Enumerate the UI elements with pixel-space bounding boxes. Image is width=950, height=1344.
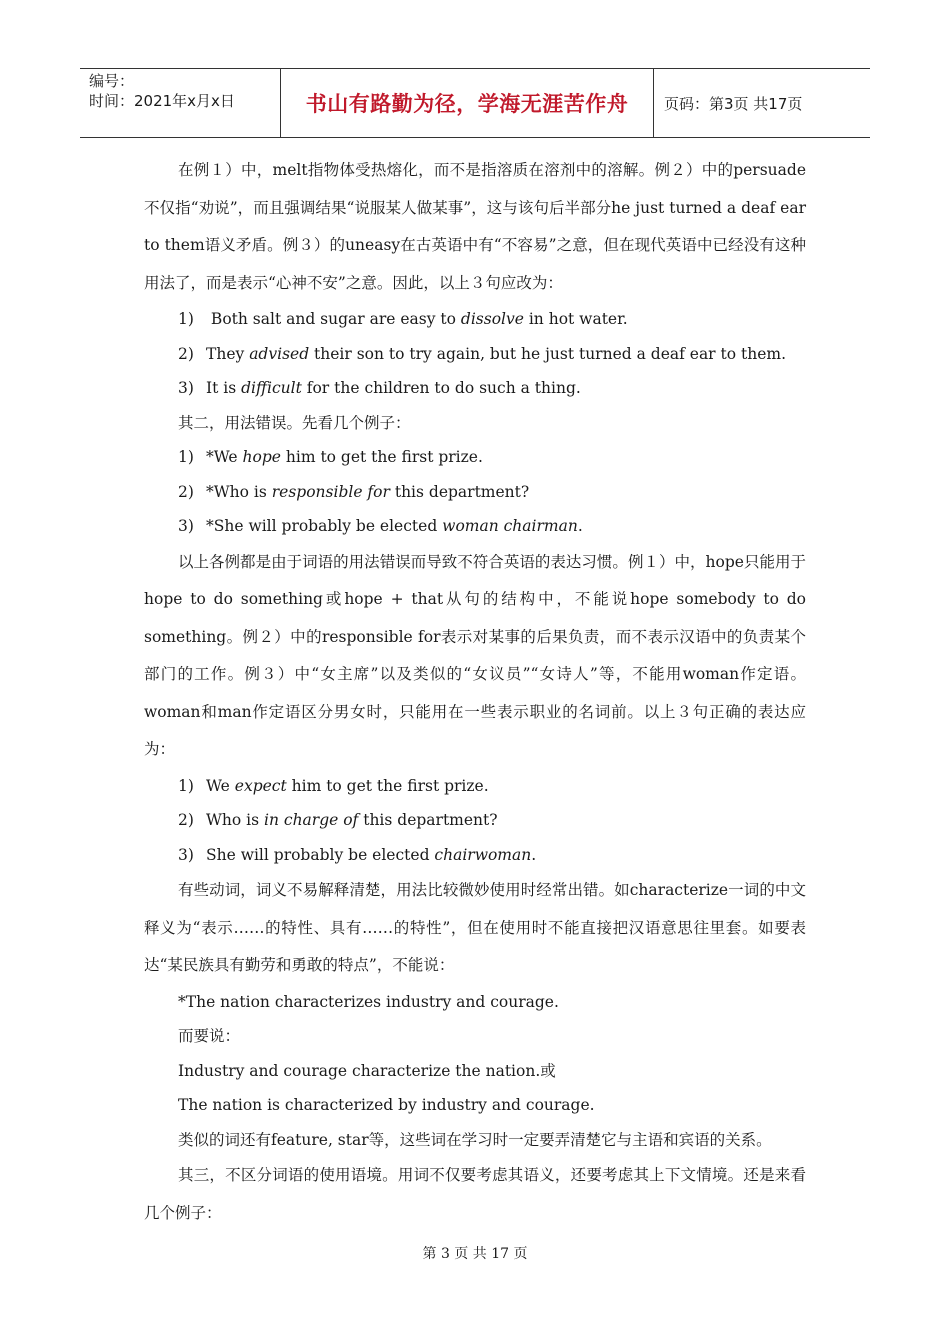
paragraph: 以上各例都是由于词语的用法错误而导致不符合英语的表达习惯。例１）中，hope只能用于hope to do something或hope + that从句的结构中，不能说hope somebody to do something。例２）中的responsible for表示对某事的后果负责，而不表示汉语中的负责某个部门的工作。例３）中“女主席”以及类似的“女议员”“女诗人”等，不能用woman作定语。woman和man作定语区分男女时，只能用在一些表示职业的名词前。以上３句正确的表达应为： (144, 552, 806, 758)
example-sentence: The nation is characterized by industry and courage. (178, 1096, 595, 1114)
page-footer: 第 3 页 共 17 页 (422, 1246, 528, 1262)
header-meta (80, 69, 281, 137)
example-line: 3) She will probably be elected chairwoman. (178, 845, 537, 864)
paragraph: 其三，不区分词语的使用语境。用词不仅要考虑其语义，还要考虑其上下文情境。还是来看几个例子： (144, 1166, 806, 1222)
example-sentence: *The nation characterizes industry and courage. (178, 992, 559, 1011)
example-line: 2) They advised their son to try again, but he just turned a deaf ear to them. (178, 344, 787, 363)
example-sentence: 而要说： (178, 1027, 241, 1045)
example-sentence: Industry and courage characterize the nation.或 (178, 1061, 556, 1080)
paragraph: 有些动词，词义不易解释清楚，用法比较微妙使用时经常出错。如characterize一词的中文释义为“表示……的特性、具有……的特性”，但在使用时不能直接把汉语意思往里套。如要表达“某民族具有勤劳和勇敢的特点”，不能说： (144, 881, 806, 974)
document-time-label: 时间：2021年x月x日 (89, 92, 235, 110)
paragraph: 在例１）中，melt指物体受热熔化，而不是指溶质在溶剂中的溶解。例２）中的persuade不仅指“劝说”，而且强调结果“说服某人做某事”，这与该句后半部分he just turned a deaf ear to them语义矛盾。例３）的uneasy在古英语中有“不容易”之意，但在现代英语中已经没有这种用法了，而是表示“心神不安”之意。因此，以上３句应改为： (144, 161, 806, 292)
document-number-label: 编号： (89, 72, 135, 90)
page-header (80, 68, 870, 138)
example-line: 3) *She will probably be elected woman chairman. (178, 517, 583, 535)
example-line: 2) Who is in charge of this department? (178, 811, 498, 829)
example-line: 1) Both salt and sugar are easy to dissolve in hot water. (178, 310, 628, 328)
example-line: 1) *We hope him to get the first prize. (178, 448, 483, 466)
header-motto: 书山有路勤为径，学海无涯苦作舟 (281, 69, 654, 137)
section-heading: 其二，用法错误。先看几个例子： (178, 413, 411, 432)
header-page-label: 页码：第3页 共17页 (664, 94, 803, 113)
example-sentence: 类似的词还有feature, star等，这些词在学习时一定要弄清楚它与主语和宾语的关系。 (178, 1130, 772, 1149)
example-line: 2) *Who is responsible for this department? (178, 482, 530, 501)
example-line: 3) It is difficult for the children to do such a thing. (178, 379, 581, 397)
example-line: 1) We expect him to get the first prize. (178, 776, 489, 795)
document-body (144, 152, 806, 1232)
